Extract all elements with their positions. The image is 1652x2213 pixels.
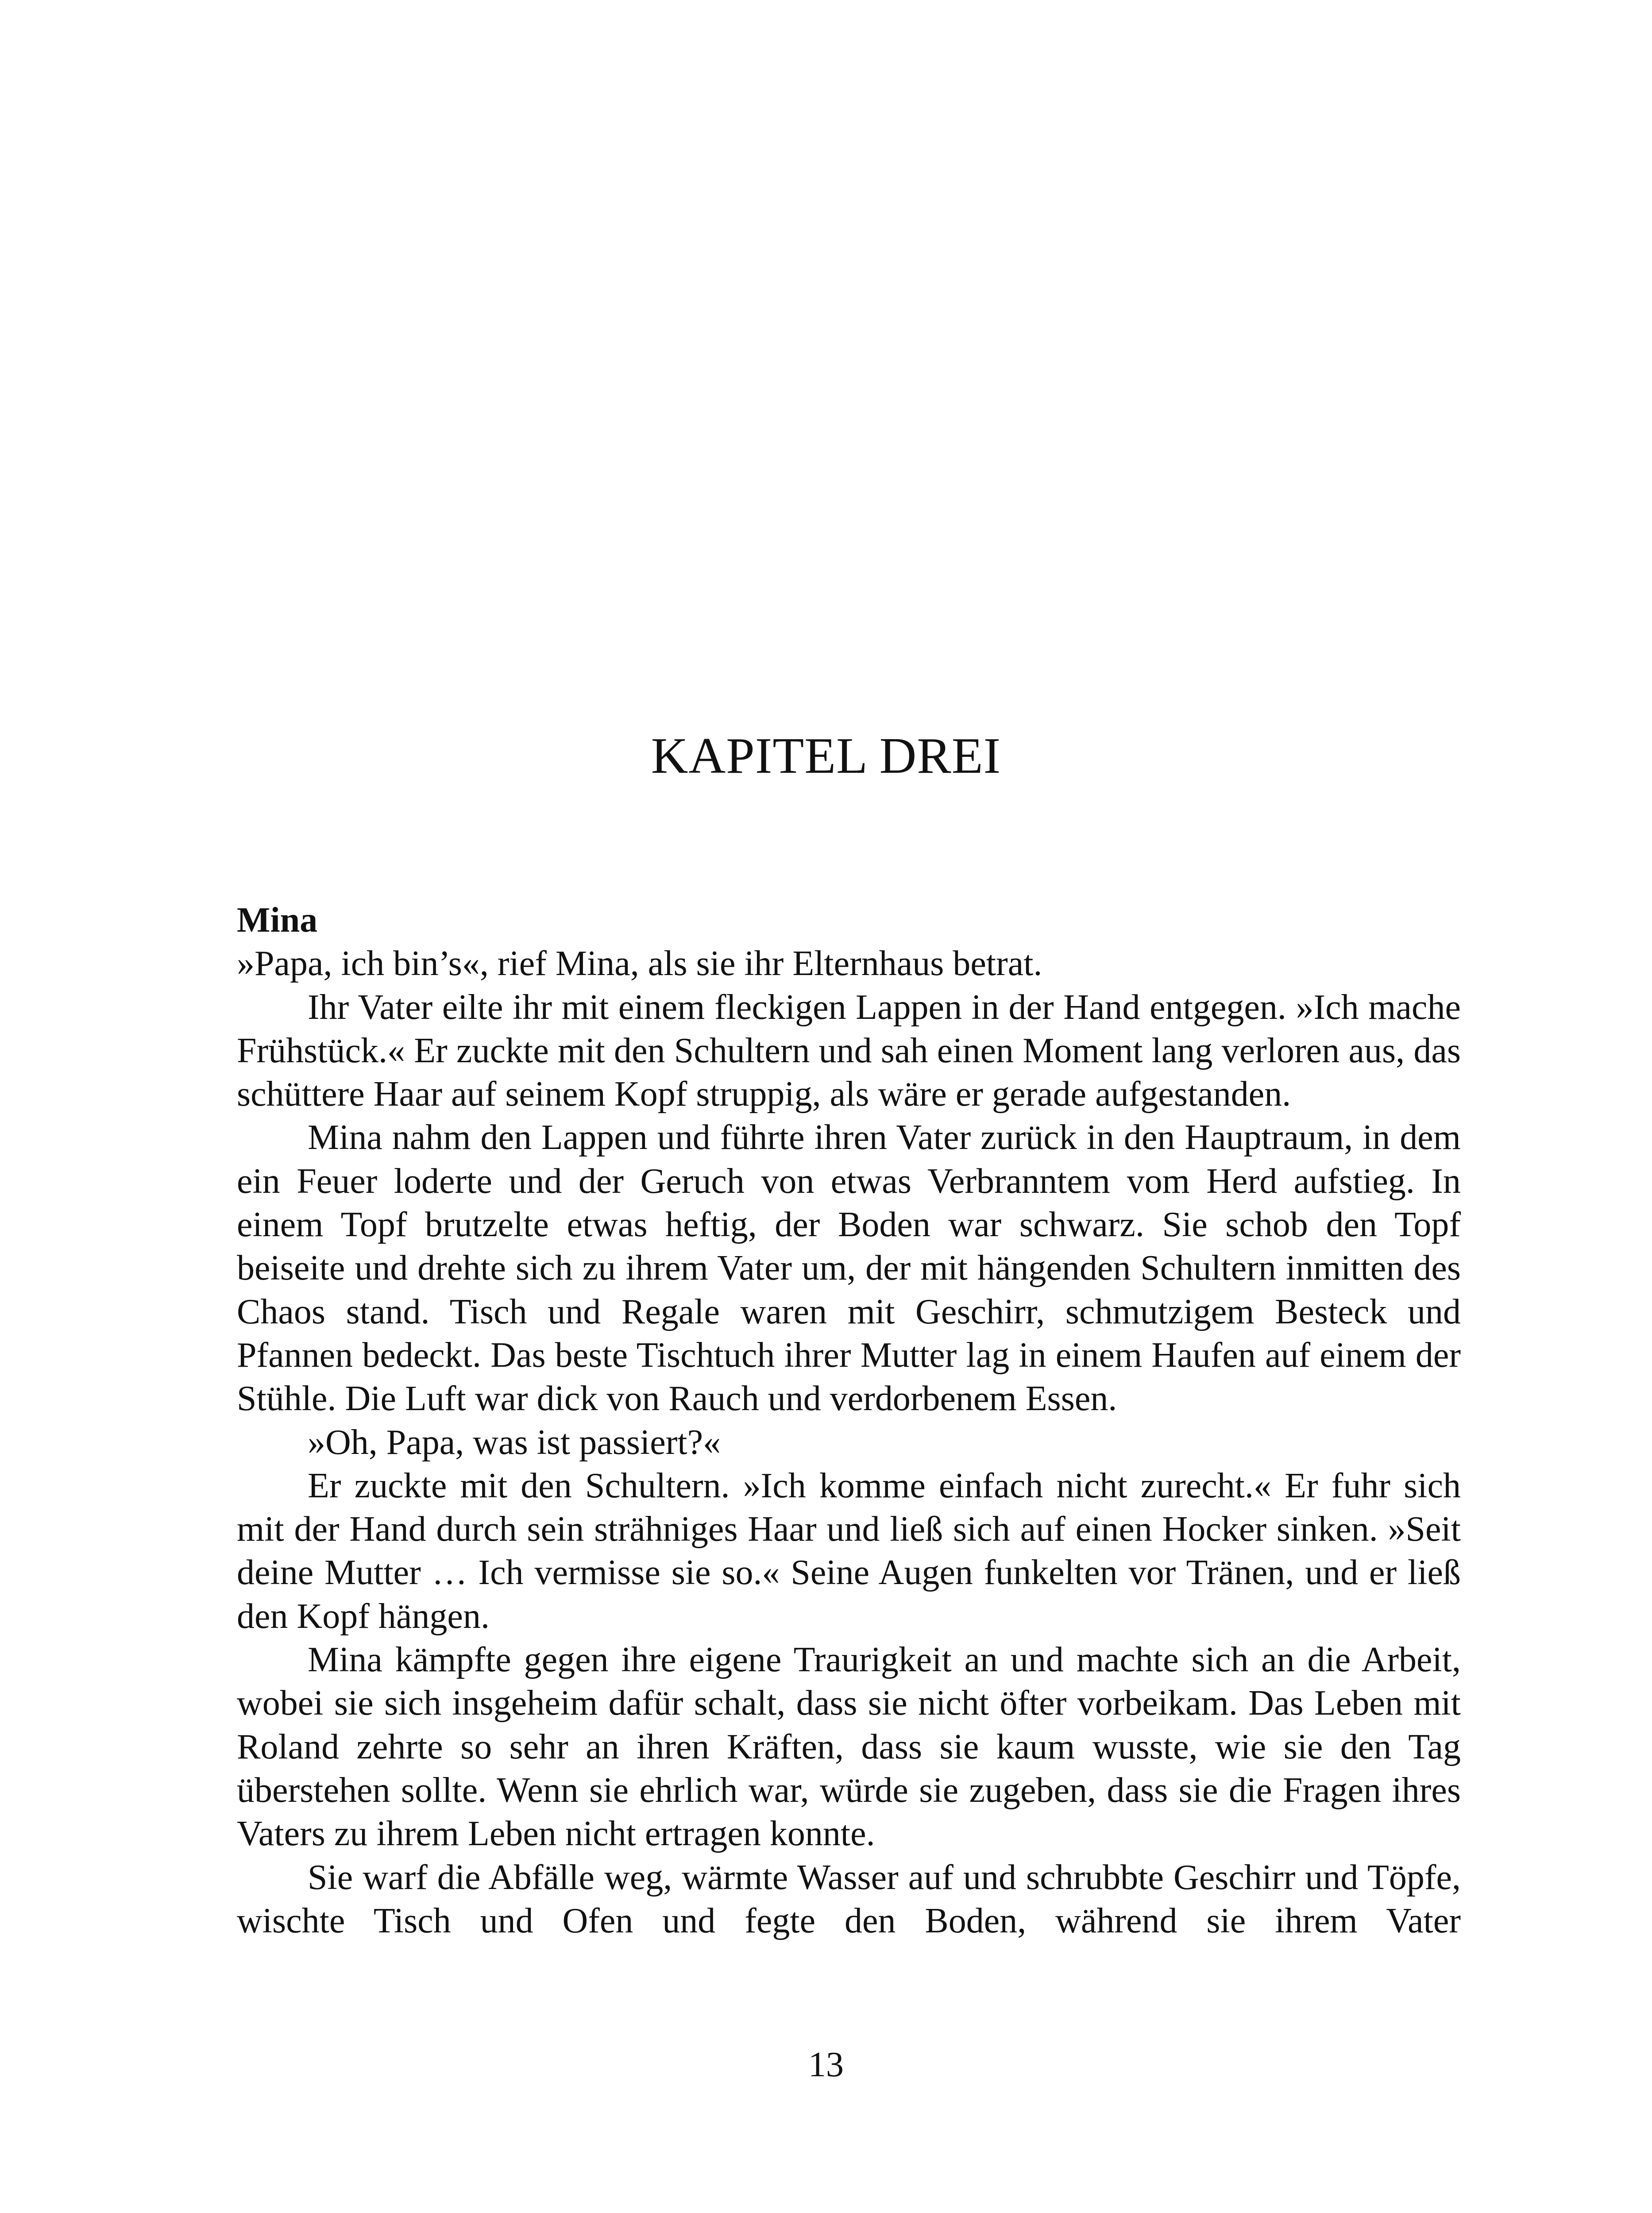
paragraph: Ihr Vater eilte ihr mit einem fleckigen Lappen in der Hand entgegen. »Ich mache Frühstück.« Er zuckte mit den Schultern und sah einen Moment lang verloren aus, das schüttere Haar auf seinem Kopf struppig, als wäre er gerade aufgestanden. <box>237 987 1461 1114</box>
paragraph: Sie warf die Abfälle weg, wärmte Wasser auf und schrubbte Geschirr und Töpfe, wischte Tisch und Ofen und fegte den Boden, während sie ihrem Vater <box>237 1858 1461 1940</box>
paragraph: »Papa, ich bin’s«, rief Mina, als sie ihr Elternhaus betrat. <box>237 944 1042 983</box>
section-heading: Mina <box>237 901 318 940</box>
chapter-body <box>237 898 1461 1943</box>
chapter-title: KAPITEL DREI <box>651 728 1001 784</box>
page-number: 13 <box>808 2045 844 2084</box>
paragraph: »Oh, Papa, was ist passiert?« <box>308 1423 721 1462</box>
paragraph: Mina kämpfte gegen ihre eigene Traurigkeit an und machte sich an die Arbeit, wobei sie sich insgeheim dafür schalt, dass sie nicht öfter vorbeikam. Das Leben mit Roland zehrte so sehr an ihren Kräften, dass sie kaum wusste, wie sie den Tag überstehen sollte. Wenn sie ehrlich war, würde sie zugeben, dass sie die Fragen ihres Vaters zu ihrem Leben nicht ertragen konnte. <box>237 1640 1461 1854</box>
paragraph: Er zuckte mit den Schultern. »Ich komme einfach nicht zurecht.« Er fuhr sich mit der Hand durch sein strähniges Haar und ließ sich auf einen Hocker sinken. »Seit deine Mutter … Ich vermisse sie so.« Seine Augen funkelten vor Tränen, und er ließ den Kopf hängen. <box>237 1466 1461 1636</box>
paragraph: Mina nahm den Lappen und führte ihren Vater zurück in den Hauptraum, in dem ein Feuer loderte und der Geruch von etwas Verbranntem vom Herd aufstieg. In einem Topf brutzelte etwas heftig, der Boden war schwarz. Sie schob den Topf beiseite und drehte sich zu ihrem Vater um, der mit hängenden Schultern inmitten des Chaos stand. Tisch und Regale waren mit Geschirr, schmutzigem Besteck und Pfannen bedeckt. Das beste Tischtuch ihrer Mutter lag in einem Haufen auf einem der Stühle. Die Luft war dick von Rauch und verdorbenem Essen. <box>237 1118 1461 1419</box>
